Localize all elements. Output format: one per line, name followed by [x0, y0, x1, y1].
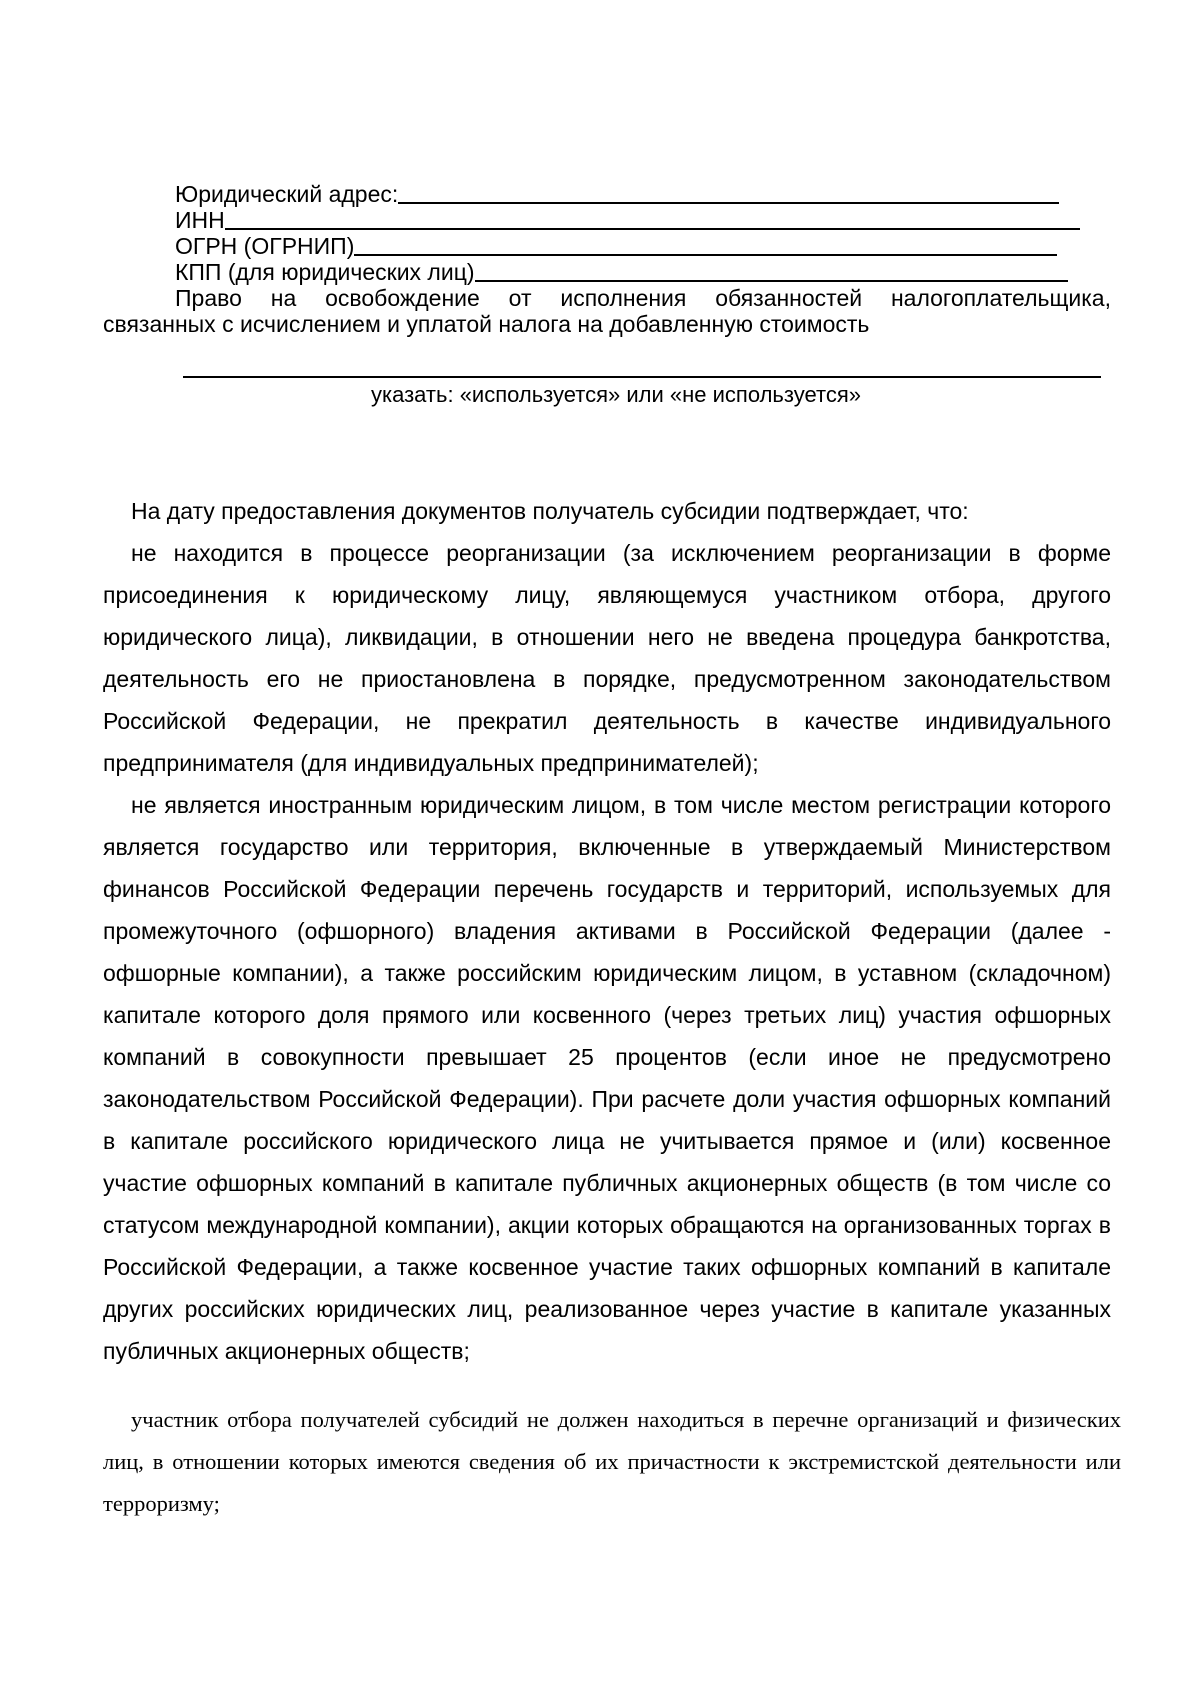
inn-label: ИНН — [175, 207, 225, 233]
kpp-row — [103, 259, 1111, 285]
kpp-label: КПП (для юридических лиц) — [175, 259, 475, 285]
extremism-paragraph: участник отбора получателей субсидий не должен находиться в перечне организаций и физических лиц, в отношении которых имеются сведения об их причастности к экстремистской деятельности или терроризму; — [103, 1407, 1121, 1516]
ogrn-row — [103, 233, 1111, 259]
ogrn-label: ОГРН (ОГРНИП) — [175, 233, 355, 259]
inn-row — [103, 207, 1111, 233]
vat-right-line-1: Право на освобождение от исполнения обязанностей налогоплательщика, — [175, 285, 1111, 311]
extremism-section — [103, 1399, 1121, 1525]
confirmation-intro: На дату предоставления документов получатель субсидии подтверждает, что: — [131, 498, 969, 524]
kpp-field[interactable] — [475, 260, 1068, 282]
inn-field[interactable] — [225, 208, 1080, 230]
confirmation-section — [103, 490, 1111, 1372]
vat-status-field-block — [103, 360, 1111, 408]
legal-address-field[interactable] — [398, 182, 1059, 204]
offshore-paragraph: не является иностранным юридическим лицом, в том числе местом регистрации которого является государство или территория, включенные в утверждаемый Министерством финансов Российской Федерации перечень государств и территорий, используемых для промежуточного (офшорного) владения активами в Российской Федерации (далее - офшорные компании), а также российским юридическим лицом, в уставном (складочном) капитале которого доля прямого или косвенного (через третьих лиц) участия офшорных компаний в совокупности превышает 25 процентов (если иное не предусмотрено законодательством Российской Федерации). При расчете доли участия офшорных компаний в капитале российского юридического лица не учитывается прямое и (или) косвенное участие офшорных компаний в капитале публичных акционерных обществ (в том числе со статусом международной компании), акции которых обращаются на организованных торгах в Российской Федерации, а также косвенное участие таких офшорных компаний в капитале других российских юридических лиц, реализованное через участие в капитале указанных публичных акционерных обществ; — [103, 792, 1111, 1364]
legal-address-row — [103, 181, 1111, 207]
vat-right-line-2: связанных с исчислением и уплатой налога на добавленную стоимость — [103, 311, 870, 337]
legal-address-label: Юридический адрес: — [175, 181, 399, 207]
ogrn-field[interactable] — [354, 234, 1057, 256]
vat-status-hint: указать: «используется» или «не используется» — [371, 382, 861, 407]
reorganization-paragraph: не находится в процессе реорганизации (за исключением реорганизации в форме присоединения к юридическому лицу, являющемуся участником отбора, другого юридического лица), ликвидации, в отношении него не введена процедура банкротства, деятельность его не приостановлена в порядке, предусмотренном законодательством Российской Федерации, не прекратил деятельность в качестве индивидуального предпринимателя (для индивидуальных предпринимателей); — [103, 540, 1111, 776]
vat-status-field[interactable] — [183, 360, 1101, 378]
requisites-form — [103, 181, 1111, 337]
